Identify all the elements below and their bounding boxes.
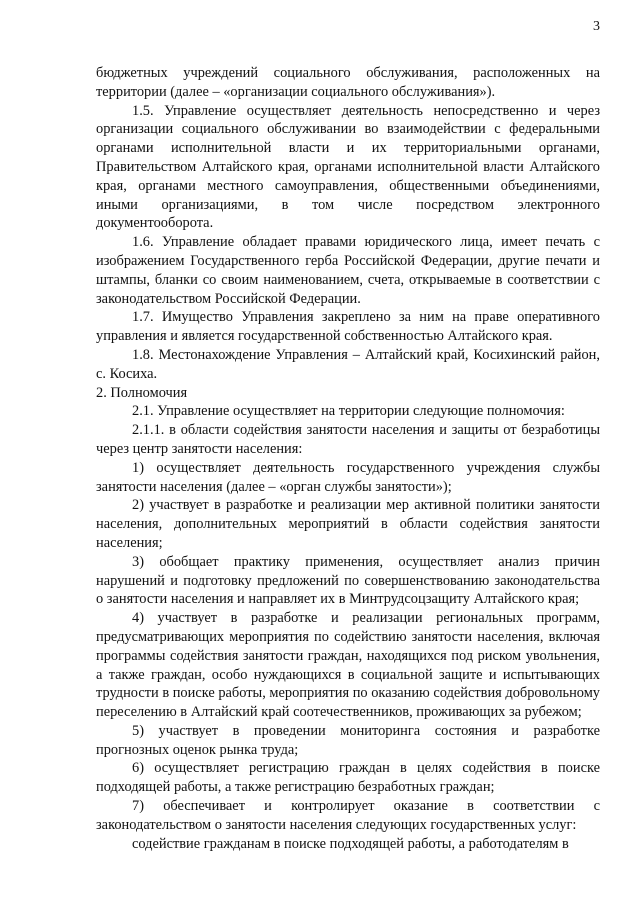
list-item: 1) осуществляет деятельность государственного учреждения службы занятости населения (далее – «орган службы занятости»); xyxy=(96,459,600,495)
paragraph: бюджетных учреждений социального обслуживания, расположенных на территории (далее – «организации социального обслуживания»). xyxy=(96,65,600,100)
paragraph: 1.7. Имущество Управления закреплено за ним на праве оперативного управления и является государственной собственностью Алтайского края. xyxy=(96,309,600,345)
paragraph: содействие гражданам в поиске подходящей работы, а работодателям в xyxy=(132,835,569,852)
paragraph: 2.1. Управление осуществляет на территории следующие полномочия: xyxy=(132,403,565,420)
document-body xyxy=(96,64,600,853)
list-item: 4) участвует в разработке и реализации региональных программ, предусматривающих мероприятия по содействию занятости населения, включая программы содействия занятости граждан, находящихся под риском увольнения, а также граждан, особо нуждающихся в социальной защите и испытывающих трудности в поиске работы, мероприятия по оказанию содействия добровольному переселению в Алтайский край соотечественников, проживающих за рубежом; xyxy=(96,610,600,721)
list-item: 5) участвует в проведении мониторинга состояния и разработке прогнозных оценок рынка труда; xyxy=(96,722,600,758)
list-item: 3) обобщает практику применения, осуществляет анализ причин нарушений и подготовку предложений по совершенствованию законодательства о занятости населения и направляет их в Минтрудсоцзащиту Алтайского края; xyxy=(96,553,600,608)
list-item: 6) осуществляет регистрацию граждан в целях содействия в поиске подходящей работы, а также регистрацию безработных граждан; xyxy=(96,760,600,796)
section-heading: 2. Полномочия xyxy=(96,384,188,401)
paragraph: 2.1.1. в области содействия занятости населения и защиты от безработицы через центр занятости населения: xyxy=(96,422,600,457)
paragraph: 1.6. Управление обладает правами юридического лица, имеет печать с изображением Государственного герба Российской Федерации, другие печати и штампы, бланки со своим наименованием, счета, открываемые в соответствии с законодательством Российской Федерации. xyxy=(96,234,600,307)
paragraph: 1.5. Управление осуществляет деятельность непосредственно и через организации социального обслуживании во взаимодействии с федеральными органами исполнительной власти и их территориальными органами, Правительством Алтайского края, органами исполнительной власти Алтайского края, органами местного самоуправления, общественными объединениями, иными организациями, в том числе посредством электронного документооборота. xyxy=(96,102,600,232)
list-item: 2) участвует в разработке и реализации мер активной политики занятости населения, дополнительных мероприятий в области содействия занятости населения; xyxy=(96,497,600,551)
list-item: 7) обеспечивает и контролирует оказание в соответствии с законодательством о занятости населения следующих государственных услуг: xyxy=(96,798,600,833)
paragraph: 1.8. Местонахождение Управления – Алтайский край, Косихинский район, с. Косиха. xyxy=(96,346,600,382)
page-number: 3 xyxy=(593,19,600,34)
